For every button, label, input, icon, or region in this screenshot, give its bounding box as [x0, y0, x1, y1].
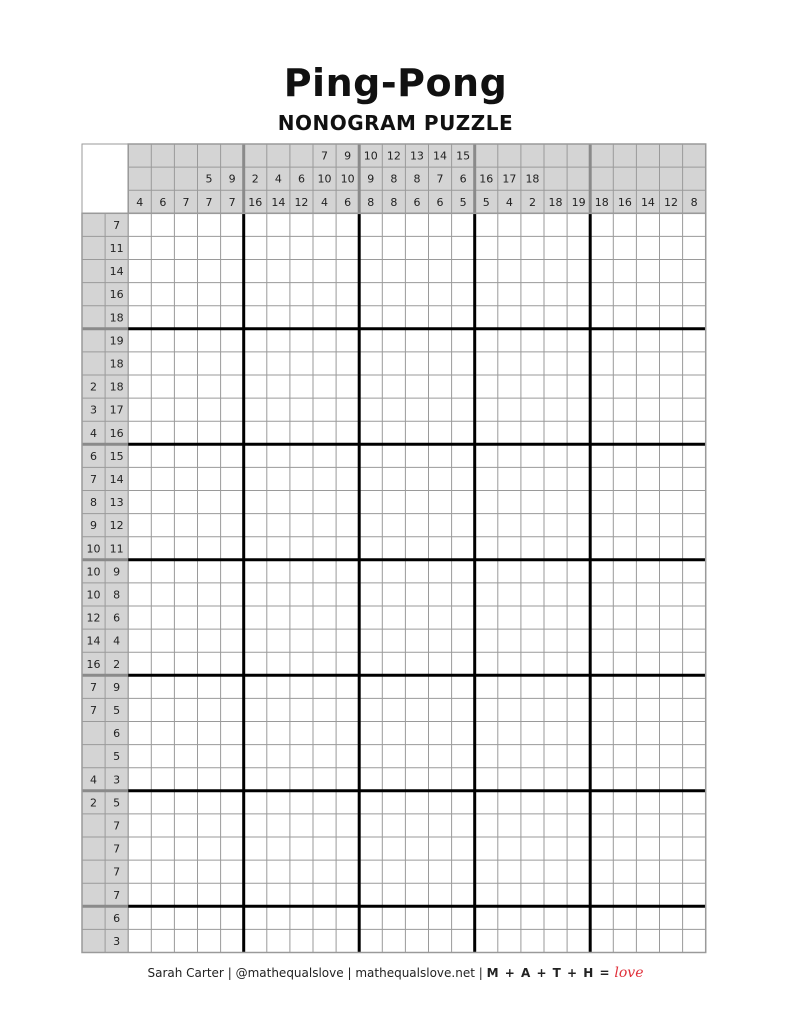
column-clue: 12	[664, 195, 679, 209]
row-clue: 2	[90, 796, 98, 810]
row-clue: 9	[90, 519, 98, 533]
footer-separator: |	[347, 966, 352, 980]
column-clue: 8	[413, 172, 421, 186]
row-clue: 10	[86, 588, 101, 602]
row-clue: 3	[113, 934, 121, 948]
row-clue: 11	[109, 542, 124, 556]
column-clue: 16	[479, 172, 494, 186]
row-clue: 4	[90, 426, 98, 440]
row-clue: 2	[90, 380, 98, 394]
row-clue: 7	[90, 472, 98, 486]
corner-cell	[82, 144, 128, 213]
column-clue: 2	[251, 172, 259, 186]
column-clue: 8	[367, 195, 375, 209]
column-clue: 16	[617, 195, 632, 209]
column-clue: 19	[571, 195, 586, 209]
column-clue: 8	[390, 172, 398, 186]
column-clue: 5	[459, 195, 467, 209]
row-clue: 11	[109, 241, 124, 255]
column-clue: 14	[433, 149, 448, 163]
row-clue: 2	[113, 657, 121, 671]
row-clue: 16	[86, 657, 101, 671]
row-clue: 10	[86, 565, 101, 579]
column-clue: 7	[182, 195, 190, 209]
puzzle-subtitle: NONOGRAM PUZZLE	[277, 111, 514, 135]
column-clue: 5	[482, 195, 490, 209]
row-clue: 7	[113, 819, 121, 833]
column-clue: 6	[297, 172, 305, 186]
column-clue: 9	[367, 172, 375, 186]
column-clue: 7	[436, 172, 444, 186]
row-clue: 7	[113, 842, 121, 856]
row-clue: 16	[109, 426, 124, 440]
column-clue: 2	[528, 195, 536, 209]
column-clue: 4	[321, 195, 329, 209]
column-clue: 18	[594, 195, 609, 209]
column-clue: 7	[228, 195, 236, 209]
row-clue: 6	[90, 449, 98, 463]
row-clue: 5	[113, 703, 121, 717]
row-clue: 9	[113, 565, 121, 579]
row-clue: 14	[109, 472, 124, 486]
row-clue: 16	[109, 288, 124, 302]
row-clue: 12	[86, 611, 101, 625]
row-clue: 13	[109, 496, 124, 510]
row-clue: 8	[113, 588, 121, 602]
row-clue: 18	[109, 380, 124, 394]
column-clue: 14	[271, 195, 286, 209]
row-clue: 3	[90, 403, 98, 417]
row-clue: 15	[109, 449, 124, 463]
column-clue: 4	[136, 195, 144, 209]
row-clue: 7	[113, 218, 121, 232]
column-clue: 6	[159, 195, 167, 209]
row-clue: 7	[113, 865, 121, 879]
column-clue: 6	[436, 195, 444, 209]
column-clue: 10	[340, 172, 355, 186]
puzzle-title: Ping-Pong	[283, 61, 508, 105]
footer-separator: |	[478, 966, 483, 980]
column-clue: 4	[274, 172, 282, 186]
row-clue: 7	[90, 680, 98, 694]
column-clue: 5	[205, 172, 213, 186]
column-clue: 6	[413, 195, 421, 209]
column-clue: 18	[525, 172, 540, 186]
column-clue: 8	[390, 195, 398, 209]
column-clue: 13	[409, 149, 424, 163]
footer-site: mathequalslove.net	[355, 966, 475, 980]
row-clue: 14	[86, 634, 101, 648]
row-clue: 6	[113, 727, 121, 741]
column-clue: 16	[248, 195, 263, 209]
row-clue: 18	[109, 311, 124, 325]
column-clue: 6	[459, 172, 467, 186]
row-clue: 7	[113, 888, 121, 902]
footer-love-logo: love	[614, 965, 644, 981]
column-clue: 15	[456, 149, 471, 163]
footer-author: Sarah Carter	[147, 966, 224, 980]
row-clue: 14	[109, 265, 124, 279]
column-clue: 12	[386, 149, 401, 163]
row-clue: 9	[113, 680, 121, 694]
row-clue: 8	[90, 496, 98, 510]
row-clue: 18	[109, 357, 124, 371]
row-clue: 19	[109, 334, 124, 348]
column-clue: 8	[690, 195, 698, 209]
row-clue: 6	[113, 611, 121, 625]
column-clue: 6	[344, 195, 352, 209]
column-clue: 14	[640, 195, 655, 209]
footer	[0, 963, 791, 983]
row-clue: 7	[90, 703, 98, 717]
column-clue: 7	[321, 149, 329, 163]
column-clue: 7	[205, 195, 213, 209]
column-clue: 12	[294, 195, 309, 209]
row-clue: 5	[113, 796, 121, 810]
row-clue: 4	[90, 773, 98, 787]
footer-separator: |	[227, 966, 232, 980]
column-clue: 17	[502, 172, 517, 186]
column-clue: 4	[505, 195, 513, 209]
column-clue: 9	[344, 149, 352, 163]
row-clue: 17	[109, 403, 124, 417]
row-clue: 10	[86, 542, 101, 556]
row-clue: 3	[113, 773, 121, 787]
row-clue: 12	[109, 519, 124, 533]
column-clue: 10	[317, 172, 332, 186]
column-clue: 9	[228, 172, 236, 186]
footer-brand: M + A + T + H =	[486, 966, 611, 980]
row-clue: 6	[113, 911, 121, 925]
column-clue: 10	[363, 149, 378, 163]
row-clue: 4	[113, 634, 121, 648]
row-clue: 5	[113, 750, 121, 764]
footer-handle: @mathequalslove	[235, 966, 344, 980]
column-clue: 18	[548, 195, 563, 209]
